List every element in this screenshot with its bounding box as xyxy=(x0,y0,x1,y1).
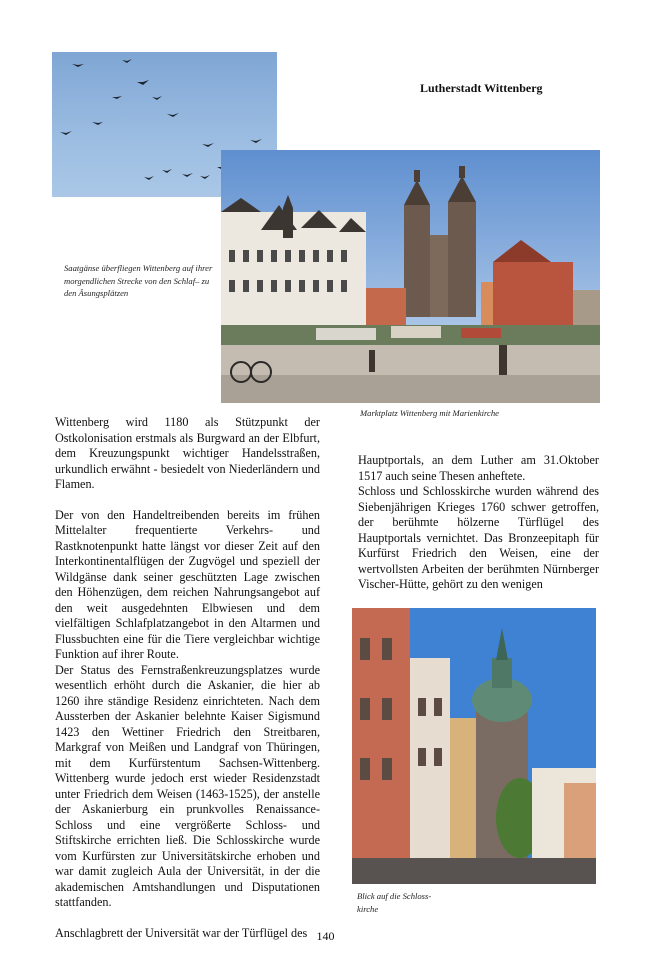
paragraph: Anschlagbrett der Universität war der Türflügel des xyxy=(55,925,308,940)
right-text-column xyxy=(358,453,599,593)
castle-church-illustration xyxy=(352,608,596,884)
castle-church-photo xyxy=(352,608,596,884)
paragraph: Der Status des Fernstraßenkreuzungsplatzes wurde wesentlich erhöht durch die Askanier, die hier ab 1260 ihre ständige Residenz einrichteten. Nach dem Aussterben der Askanier belehnte Kaiser Sigismund 1423 den Wettiner Friedrich den Streitbaren, Markgraf von Meißen und Landgraf von Thüringen, mit dem Kurfürstentum Sachsen-Wittenberg. Wittenberg wurde jedoch erst wieder Residenzstadt unter Friedrich dem Weisen (1463-1525), der anstelle der Askanierburg ein prunkvolles Renaissance-Schloss und eine vergrößerte Schloss- und Stiftskirche errichten ließ. Die Schlosskirche wurde vom Kurfürsten zur Universitätskirche erhoben und war damit zugleich Aula der Universität, in der die akademischen Amtshandlungen und Disputationen stattfanden. xyxy=(55,662,320,909)
paragraph: Hauptportals, an dem Luther am 31.Oktober 1517 auch seine Thesen anheftete. xyxy=(358,453,599,483)
page-title: Lutherstadt Wittenberg xyxy=(420,81,543,95)
paragraph: Wittenberg wird 1180 als Stützpunkt der Ostkolonisation erstmals als Burgward an der Elbfurt, dem Kreuzungspunkt wichtiger Handelsstraßen, urkundlich erwähnt - besiedelt von Niederländern und Flamen. xyxy=(55,415,320,491)
geese-caption: Saatgänse überfliegen Wittenberg auf ihrer morgendlichen Strecke von den Schlaf– zu den Äsungsplätzen xyxy=(64,263,213,298)
paragraph: Der von den Handeltreibenden bereits im frühen Mittelalter frequentierte Verkehrs- und Rastknotenpunkt hatte längst vor dieser Zeit auf den Interkontinentalflügen der Zugvögel und speziell der Wildgänse dank seiner geschützten Lage zwischen den Höhenzügen, dem reichen Nahrungsangebot auf den weit ausgedehnten Elbwiesen und dem vielfältigen Schlafplatzangebot in den Altarmen und Flussbuchten eine für die Tiere vergleichbar wichtige Funktion auf ihrer Route. xyxy=(55,507,320,661)
market-square-photo xyxy=(221,150,600,403)
left-text-column xyxy=(55,415,320,941)
market-caption: Marktplatz Wittenberg mit Marienkirche xyxy=(360,408,499,418)
page-number: 140 xyxy=(316,929,335,943)
castle-caption: Blick auf die Schloss-kirche xyxy=(357,891,432,914)
market-square-illustration xyxy=(221,150,600,403)
paragraph: Schloss und Schlosskirche wurden während des Siebenjährigen Krieges 1760 schwer getroffen, der berühmte hölzerne Türflügel des Hauptportals vernichtet. Das Bronzeepitaph für Kurfürst Friedrich den Weisen, eine der wertvollsten Arbeiten der berühmten Nürnberger Vischer-Hütte, gehört zu den wenigen xyxy=(358,484,599,591)
